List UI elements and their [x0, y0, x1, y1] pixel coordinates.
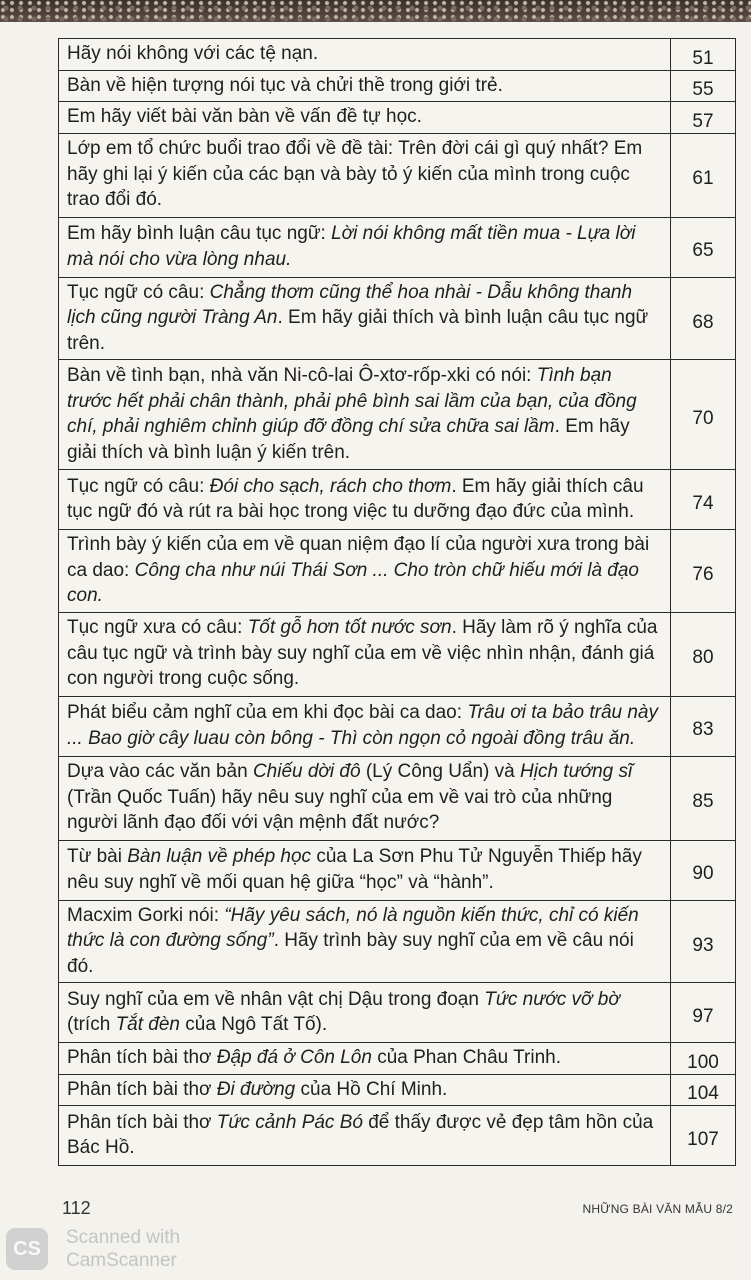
toc-entry-title: [59, 983, 671, 1043]
toc-body: [59, 39, 736, 1166]
title-text: Dựa vào các văn bản: [67, 761, 253, 783]
title-text: để thấy được vẻ đẹp tâm hồn của Bác Hồ.: [67, 1111, 654, 1158]
toc-row: [59, 39, 736, 71]
page-number: 100: [687, 1051, 719, 1073]
toc-entry-title: [59, 1106, 671, 1166]
toc-entry-title: [59, 696, 671, 756]
toc-entry-title: [59, 1043, 671, 1075]
italic-work-title: Chiếu dời đô: [252, 761, 361, 783]
toc-entry-page: [671, 1074, 736, 1106]
page-number: 83: [692, 719, 714, 741]
toc-row: [59, 840, 736, 900]
footer-page-number: 112: [62, 1198, 91, 1218]
toc-entry-page: [671, 612, 736, 696]
title-text: Em hãy bình luận câu tục ngữ:: [67, 223, 332, 244]
page-number: 80: [692, 647, 714, 669]
page-number: 51: [692, 47, 714, 69]
toc-row: [59, 70, 736, 102]
toc-entry-title: [59, 840, 671, 900]
toc-entry-page: [671, 1043, 736, 1075]
toc-entry-title: [59, 530, 671, 613]
toc-entry-title: [59, 277, 671, 360]
italic-work-title: Chẳng thơm cũng thể hoa nhài - Dẫu không thanh lịch cũng người Tràng An: [67, 281, 633, 328]
title-text: . Em hãy giải thích và bình luận ý kiến trên.: [67, 416, 630, 463]
title-text: Từ bài: [67, 846, 128, 867]
italic-work-title: Tốt gỗ hơn tốt nước sơn: [247, 617, 452, 639]
title-text: Em hãy viết bài văn bàn về vấn đề tự học.: [67, 106, 422, 127]
italic-work-title: Trâu ơi ta bảo trâu này ... Bao giờ cây luau còn bông - Thì còn ngọn cỏ ngoài đồng trâu ăn.: [67, 702, 658, 749]
toc-entry-title: [59, 39, 671, 71]
italic-work-title: Tức nước vỡ bờ: [484, 988, 620, 1010]
title-text: Lớp em tổ chức buổi trao đổi về đề tài: Trên đời cái gì quý nhất? Em hãy ghi lại ý kiến của các bạn và bày tỏ ý kiến của mình trong cuộc trao đổi đó.: [67, 138, 643, 211]
toc-entry-page: [671, 470, 736, 530]
italic-work-title: “Hãy yêu sách, nó là nguồn kiến thức, chỉ có kiến thức là con đường sống”: [67, 904, 639, 951]
toc-row: [59, 612, 736, 696]
table-of-contents: [58, 38, 736, 1166]
toc-entry-page: [671, 1106, 736, 1166]
title-text: Suy nghĩ của em về nhân vật chị Dậu trong đoạn: [67, 988, 485, 1010]
italic-work-title: Tắt đèn: [115, 1014, 180, 1035]
italic-work-title: Đi đường: [216, 1078, 296, 1100]
toc-entry-page: [671, 277, 736, 360]
title-text: của Hồ Chí Minh.: [295, 1078, 448, 1100]
title-text: (Lý Công Uẩn) và: [360, 761, 521, 783]
page-number: 93: [692, 934, 714, 956]
title-text: . Em hãy giải thích và bình luận câu tục ngữ trên.: [67, 307, 649, 354]
title-text: Tục ngữ có câu:: [67, 475, 210, 497]
title-text: (trích: [67, 1014, 116, 1035]
toc-row: [59, 1043, 736, 1075]
toc-entry-title: [59, 1074, 671, 1106]
toc-entry-title: [59, 756, 671, 840]
page-number: 68: [692, 311, 714, 333]
toc-row: [59, 900, 736, 983]
watermark-line-1: Scanned with: [66, 1227, 181, 1248]
title-text: Tục ngữ xưa có câu:: [67, 617, 248, 639]
page-number: 104: [687, 1083, 719, 1104]
page-number: 57: [692, 110, 714, 132]
camscanner-logo: CS: [6, 1228, 48, 1270]
title-text: Bàn về tình bạn, nhà văn Ni-cô-lai Ô-xtơ-rốp-xki có nói:: [67, 365, 537, 386]
toc-entry-page: [671, 900, 736, 983]
page-number: 74: [692, 492, 714, 514]
toc-entry-title: [59, 217, 671, 277]
title-text: Phát biểu cảm nghĩ của em khi đọc bài ca dao:: [67, 702, 468, 723]
toc-entry-title: [59, 133, 671, 217]
title-text: . Hãy làm rõ ý nghĩa của câu tục ngữ và trình bày suy nghĩ của em về việc nhìn nhận, đánh giá con người trong cuộc sống.: [67, 617, 658, 690]
page-number: 90: [692, 863, 714, 885]
toc-entry-page: [671, 39, 736, 71]
toc-entry-page: [671, 530, 736, 613]
watermark-text: [66, 1226, 180, 1272]
title-text: . Em hãy giải thích câu tục ngữ đó và rút ra bài học trong việc tu dưỡng đạo đức của mình.: [67, 475, 644, 522]
toc-entry-title: [59, 70, 671, 102]
toc-entry-title: [59, 612, 671, 696]
page-number: 55: [692, 79, 714, 100]
italic-work-title: Tình bạn trước hết phải chân thành, phải phê bình sai lầm của bạn, của đồng chí, phải nghiêm chỉnh giúp đỡ đồng chí sửa chữa sai lầm: [67, 365, 637, 437]
camscanner-watermark: [6, 1222, 206, 1274]
title-text: Tục ngữ có câu:: [67, 281, 210, 303]
italic-work-title: Bàn luận về phép học: [127, 846, 312, 867]
toc-row: [59, 217, 736, 277]
title-text: (Trần Quốc Tuấn) hãy nêu suy nghĩ của em về vai trò của những người lãnh đạo đối với vận mệnh đất nước?: [67, 786, 613, 834]
toc-row: [59, 983, 736, 1043]
toc-row: [59, 1074, 736, 1106]
toc-entry-page: [671, 840, 736, 900]
toc-row: [59, 756, 736, 840]
toc-entry-page: [671, 756, 736, 840]
watermark-line-2: CamScanner: [66, 1250, 177, 1271]
toc-entry-page: [671, 217, 736, 277]
italic-work-title: Đập đá ở Côn Lôn: [216, 1047, 372, 1068]
title-text: Phân tích bài thơ: [67, 1078, 217, 1100]
italic-work-title: Hịch tướng sĩ: [520, 761, 633, 783]
page-number: 107: [687, 1128, 719, 1150]
toc-entry-page: [671, 133, 736, 217]
italic-work-title: Tức cảnh Pác Bó: [216, 1111, 363, 1133]
toc-row: [59, 277, 736, 360]
page-top-texture: [0, 0, 751, 22]
toc-entry-page: [671, 983, 736, 1043]
title-text: Hãy nói không với các tệ nạn.: [67, 43, 319, 64]
title-text: Phân tích bài thơ: [67, 1111, 217, 1133]
page-number: 61: [692, 168, 714, 190]
title-text: của Ngô Tất Tố).: [180, 1014, 328, 1035]
toc-row: [59, 360, 736, 470]
toc-entry-page: [671, 360, 736, 470]
footer-book-title: NHỮNG BÀI VĂN MẪU 8/2: [582, 1202, 733, 1216]
title-text: của La Sơn Phu Tử Nguyễn Thiếp hãy nêu suy nghĩ về mối quan hệ giữa “học” và “hành”.: [67, 846, 642, 893]
title-text: của Phan Châu Trinh.: [371, 1047, 562, 1068]
toc-entry-page: [671, 102, 736, 134]
page-number: 85: [692, 791, 714, 813]
italic-work-title: Công cha như núi Thái Sơn ... Cho tròn chữ hiếu mới là đạo con.: [67, 559, 639, 606]
toc-row: [59, 470, 736, 530]
toc-entry-page: [671, 70, 736, 102]
title-text: Macxim Gorki nói:: [67, 904, 225, 926]
page-number: 97: [692, 1005, 714, 1027]
italic-work-title: Lời nói không mất tiền mua - Lựa lời mà nói cho vừa lòng nhau.: [67, 223, 636, 270]
page-number: 70: [692, 407, 714, 429]
toc-row: [59, 133, 736, 217]
title-text: . Hãy trình bày suy nghĩ của em về câu nói đó.: [67, 930, 634, 977]
page-number: 76: [692, 564, 714, 585]
toc-entry-title: [59, 900, 671, 983]
toc-entry-title: [59, 102, 671, 134]
toc-row: [59, 530, 736, 613]
title-text: Bàn về hiện tượng nói tục và chửi thề trong giới trẻ.: [67, 74, 503, 96]
title-text: Phân tích bài thơ: [67, 1047, 217, 1068]
toc-entry-title: [59, 470, 671, 530]
italic-work-title: Đói cho sạch, rách cho thơm: [209, 475, 452, 497]
toc-row: [59, 102, 736, 134]
toc-row: [59, 696, 736, 756]
toc-entry-page: [671, 696, 736, 756]
toc-entry-title: [59, 360, 671, 470]
toc-row: [59, 1106, 736, 1166]
title-text: Trình bày ý kiến của em về quan niệm đạo lí của người xưa trong bài ca dao:: [67, 534, 650, 581]
page-number: 65: [692, 240, 714, 262]
